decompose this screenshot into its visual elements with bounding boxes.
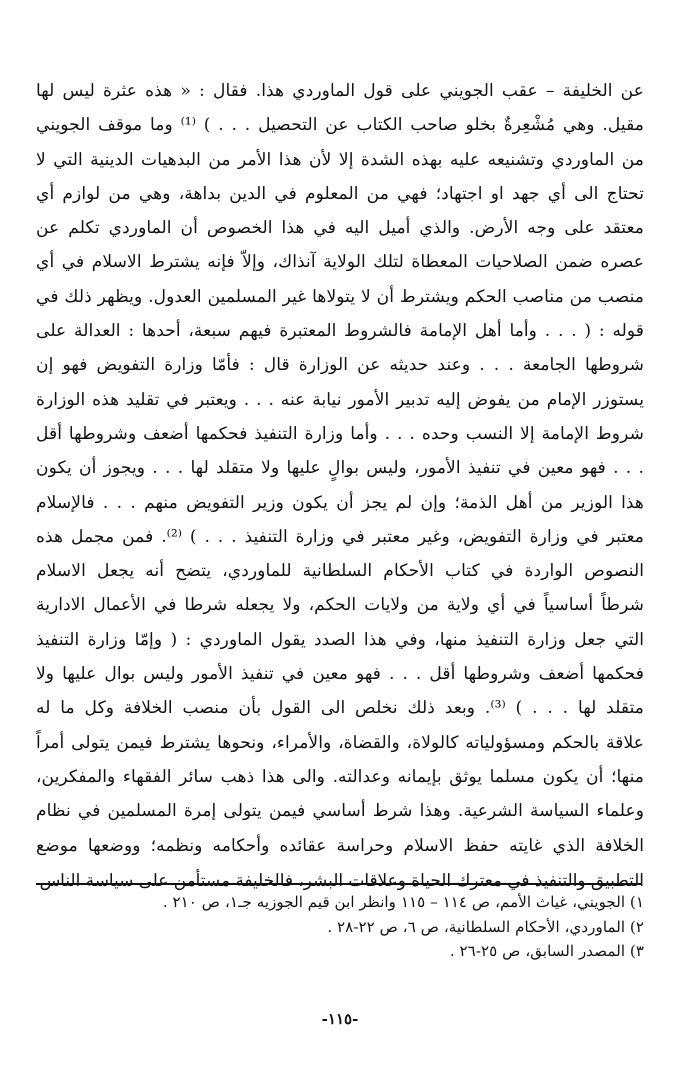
text-line: معتقد على وجه الأرض. والذي أميل اليه في هذا الخصوص أن الماوردي تكلم عن	[36, 218, 644, 239]
text-line: متقلد لها . . . ) ⁽³⁾. وبعد ذلك نخلص الى القول بأن منصب الخلافة وكل ما له	[36, 698, 644, 719]
text-line: معتبر في وزارة التفويض، وغير معتبر في وزارة التنفيذ . . . ) ⁽²⁾. فمن مجمل هذه	[36, 526, 644, 547]
text-line: يستوزر الإمام من يفوض إليه تدبير الأمور نيابة عنه . . . ويعتبر في تقليد هذه الوزارة	[36, 389, 644, 410]
text-line: منها؛ أن يكون مسلما يوثق بإيمانه وعدالته. والى هذا ذهب سائر الفقهاء والمفكرين،	[36, 766, 644, 787]
text-line: شرطاً أساسياً في أي ولاية من ولايات الحكم، ولا يجعله شرطا في الأعمال الادارية	[36, 595, 644, 616]
text-line: منصب من مناصب الحكم ويشترط أن لا يتولاها غير المسلمين العدول. ويظهر ذلك في	[36, 286, 644, 307]
footnote-1: ١) الجويني، غياث الأمم، ص ١١٤ – ١١٥ وانظر ابن قيم الجوزيه جـ١، ص ٢١٠ .	[162, 893, 644, 911]
text-line: الخلافة الذي غايته حفظ الاسلام وحراسة عقائده وأحكامه ونظمه؛ ووضعها موضع	[36, 835, 644, 856]
body-text	[36, 74, 644, 897]
text-line: مقيل. وهي مُشْعِرةٌ بخلو صاحب الكتاب عن التحصيل . . . ) ⁽¹⁾ وما موقف الجويني	[36, 115, 644, 136]
footnote-3: ٣) المصدر السابق، ص ٢٥-٢٦ .	[449, 942, 644, 961]
footnote-2: ٢) الماوردي، الأحكام السلطانية، ص ٦، ص ٢٢-٢٨ .	[327, 917, 644, 936]
text-line: قوله : ( . . . وأما أهل الإمامة فالشروط المعتبرة فيهم سبعة، أحدها : العدالة على	[36, 321, 644, 342]
text-line: علاقة بالحكم ومسؤولياته كالولاة، والقضاة، والأمراء، ونحوها يشترط فيمن يتولى أمراً	[36, 732, 644, 753]
footnote-separator	[36, 883, 642, 885]
text-line: شروطها الجامعة . . . وعند حديثه عن الوزارة قال : فأمّا وزارة التفويض فهو إن	[36, 355, 644, 376]
text-line: عصره ضمن الصلاحيات المعطاة لتلك الولاية آنذاك، وإلاّ فإنه يشترط الاسلام في أي	[36, 252, 644, 273]
page-number: -١١٥-	[321, 1010, 359, 1028]
text-line: التي جعل وزارة التنفيذ منها، وفي هذا الصدد يقول الماوردي : ( وإمّا وزارة التنفيذ	[36, 629, 644, 650]
text-line: هذا الوزير من أهل الذمة؛ وإن لم يجز أن يكون وزير التفويض منهم . . . فالإسلام	[36, 492, 644, 513]
text-line: من الماوردي وتشنيعه عليه بهذه الشدة إلا لأن هذا الأمر من البدهيات الدينية التي لا	[36, 149, 644, 170]
text-line: عن الخليفة – عقب الجويني على قول الماوردي هذا. فقال : « هذه عثرة ليس لها	[36, 81, 644, 101]
text-line: تحتاج الى أي جهد او اجتهاد؛ فهي من المعلوم في الدين بداهة، وهي من لوازم أي	[36, 183, 644, 204]
text-line: وعلماء السياسة الشرعية. وهذا شرط أساسي فيمن يتولى إمرة المسلمين في نظام	[36, 801, 644, 822]
text-line: التطبيق والتنفيذ في معترك الحياة وعلاقات البشر، فالخليفة مستأمن على سياسة الناس	[39, 869, 644, 890]
text-line: فحكمها أضعف وشروطها أقل . . . فهو معين في تنفيذ الأمور وليس بوال عليها ولا	[36, 664, 644, 685]
footnotes	[36, 890, 644, 964]
text-line: . . . فهو معين في تنفيذ الأمور، وليس بوالٍ عليها ولا متقلد لها . . . ويجوز أن يكون	[36, 458, 644, 479]
text-line: شروط الإمامة إلا النسب وحده . . . وأما وزارة التنفيذ فحكمها أضعف وشروطها أقل	[36, 423, 644, 444]
text-line: النصوص الواردة في كتاب الأحكام السلطانية للماوردي، يتضح أنه يجعل الاسلام	[36, 561, 644, 582]
